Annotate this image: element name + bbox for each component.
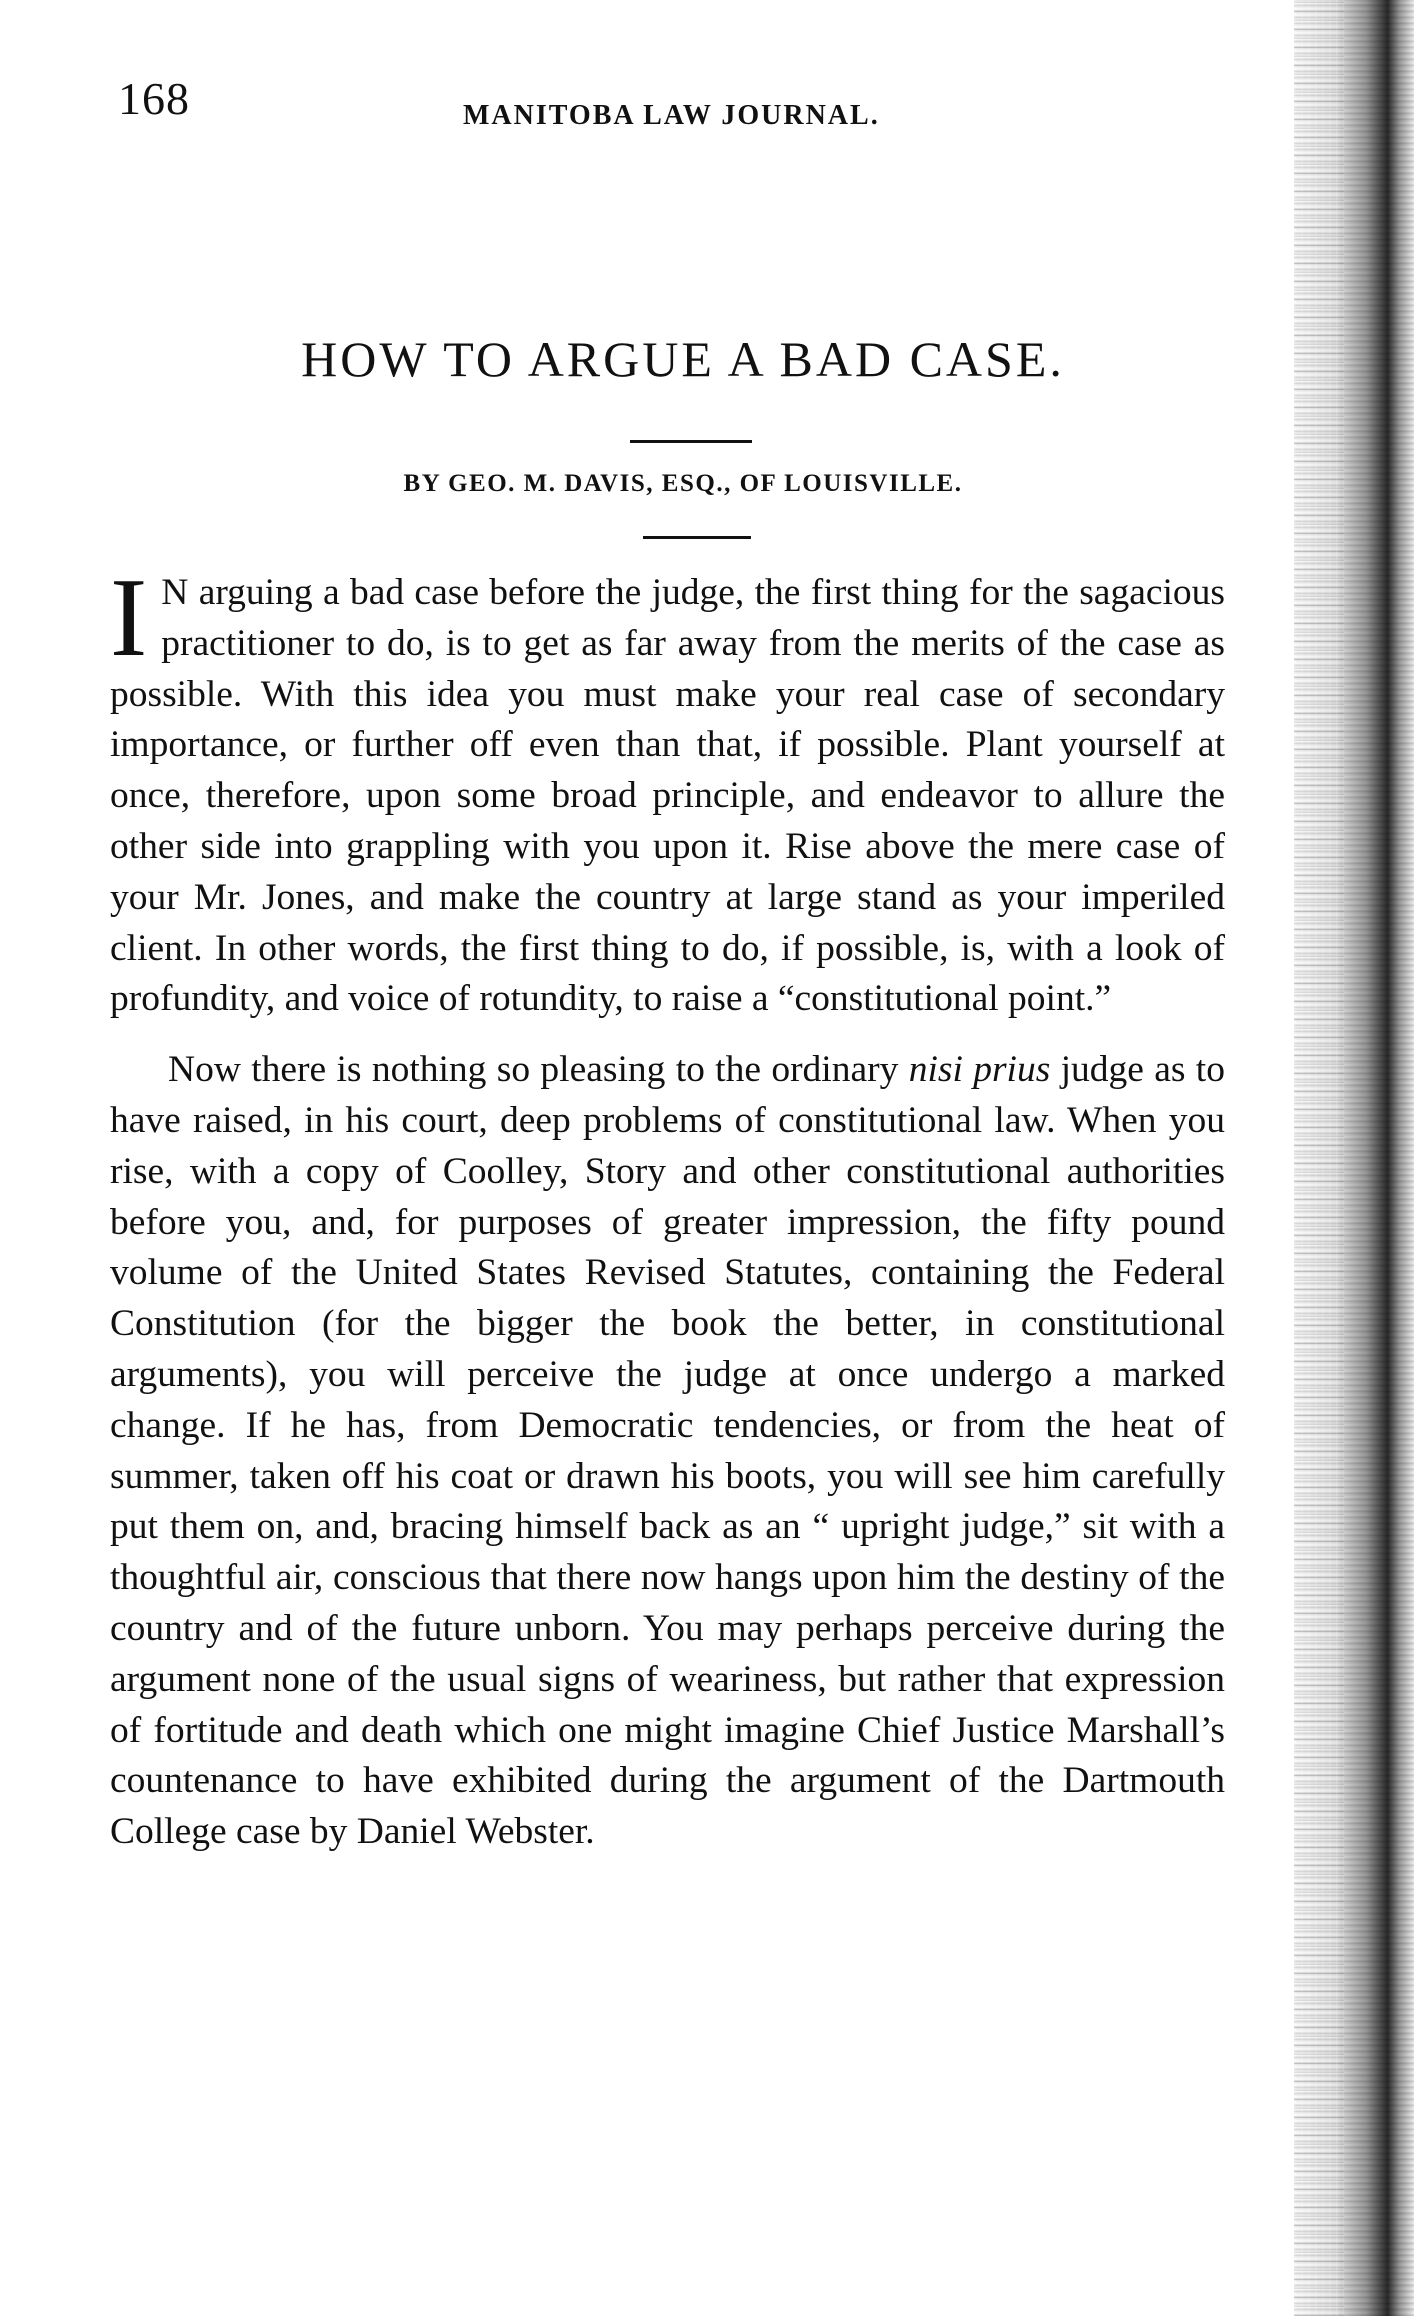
latin-phrase: nisi prius (908, 1049, 1051, 1091)
running-head (118, 62, 1218, 142)
paragraph-2-text: judge as to have raised, in his court, deep problems of constitutional law. When you rise, with a copy of Coolley, Story and other constitutional authorities before you, and, for purposes of greater impression, the fifty pound volume of the United States Revised Statutes, containing the Federal Constitution (for the bigger the book the better, in constitutional arguments), you will perceive the judge at once undergo a marked change. If he has, from Democratic tendencies, or from the heat of summer, taken off his coat or drawn his boots, you will see him carefully put them on, and, bracing himself back as an “ upright judge,” sit with a thoughtful air, conscious that there now hangs upon him the destiny of the country and of the future unborn. You may perhaps perceive during the argument none of the usual signs of weariness, but rather that expression of fortitude and death which one might imagine Chief Justice Marshall’s countenance to have exhibited during the argument of the Dartmouth College case by Daniel Webster. (110, 1049, 1225, 1853)
article-body (110, 556, 1225, 1858)
journal-title: MANITOBA LAW JOURNAL. (463, 100, 880, 131)
paragraph-2-lead: Now there is nothing so pleasing to the ordinary (168, 1049, 909, 1091)
paragraph-2 (110, 1045, 1225, 1858)
book-spine-texture (1294, 0, 1344, 2316)
byline-rule (643, 536, 751, 539)
paragraph-1-text: N arguing a bad case before the judge, the first thing for the sagacious practitioner to do, is to get as far away from the merits of the case as possible. With this idea you must make your real case of secondary importance, or further off even than that, if possible. Plant yourself at once, therefore, upon some broad principle, and endeavor to allure the other side into grappling with you upon it. Rise above the mere case of your Mr. Jones, and make the country at large stand as your imperiled client. In other words, the first thing to do, if possible, is, with a look of profundity, and voice of rotundity, to raise a “constitutional point.” (110, 572, 1225, 1020)
drop-cap: I (110, 556, 148, 680)
page-number: 168 (118, 73, 190, 124)
paragraph-1 (110, 556, 1225, 1025)
article-title: HOW TO ARGUE A BAD CASE. (301, 331, 1065, 387)
article-byline: BY GEO. M. DAVIS, ESQ., OF LOUISVILLE. (403, 470, 963, 497)
title-rule (630, 440, 752, 443)
